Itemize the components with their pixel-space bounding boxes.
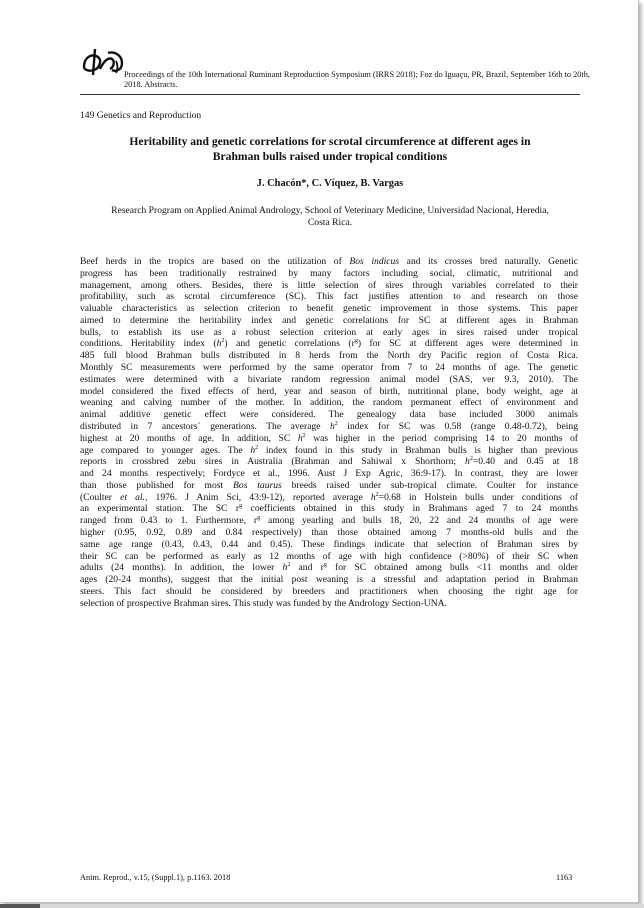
abstract-line: their SC can be performed as early as 12 months of age with high confidence (>80%) of their SC when xyxy=(80,550,578,562)
affiliation-line-2: Costa Rica. xyxy=(307,217,353,228)
abstract-line: estimates were determined with a bivariate random regression animal model (SAS, ver 9.3, 2010). The xyxy=(80,373,578,385)
footer-page-number: 1163 xyxy=(556,873,573,882)
abstract-line: age compared to younger ages. The $h^2$ index found in this study in Brahman bulls is higher than previous xyxy=(80,444,578,456)
title-line-1: Heritability and genetic correlations for scrotal circumference at different ages in xyxy=(129,135,531,148)
abstract-line: same age range (0.43, 0.43, 0.44 and 0.45). These findings indicate that selection of Brahman sires by xyxy=(80,538,578,550)
abstract-line: adults (24 months). In addition, the lower $h^2$ and $r^g$ for SC obtained among bulls <11 months and older xyxy=(80,562,578,574)
section-label xyxy=(80,110,201,121)
abstract-line: Beef herds in the tropics are based on the utilization of Bos indicus and its crosses bred naturally. Genetic xyxy=(80,256,578,267)
abstract-line: higher (0.95, 0.92, 0.89 and 0.84 respectively) than those obtained among 7 months-old bulls and the xyxy=(80,526,578,538)
page-bottom-strip xyxy=(0,904,644,908)
abstract-line: aimed to determine the heritability index and genetic correlations for SC at different ages in Brahman xyxy=(80,314,578,326)
abstract-line: 485 full blood Brahman bulls distributed in 8 herds from the North dry Pacific region of Costa Rica. xyxy=(80,350,578,362)
abstract-line: management, among others. Besides, there is little selection of sires through variables correlated to their xyxy=(80,279,578,291)
abstract-line: valuable characteristics as selection criterion to benefit genetic improvement in those systems. This paper xyxy=(80,303,578,315)
abstract-line: Monthly SC measurements were performed by the same operator from 7 to 24 months of age. The genetic xyxy=(80,362,578,374)
abstract-body xyxy=(80,256,578,609)
affiliation xyxy=(80,205,580,229)
authors: J. Chacón*, C. Víquez, B. Vargas xyxy=(256,178,404,189)
abstract-line: steers. This fact should be considered by breeders and practitioners when choosing the right age for xyxy=(80,585,578,597)
abstract-line: ranged from 0.43 to 1. Furthermore, $r^g$ among yearling and bulls 18, 20, 22 and 24 months of age were xyxy=(80,515,578,527)
abstract-line: (Coulter et al., 1976. J Anim Sci, 43:9-12), reported average $h^2=0.68$ in Holstein bulls under conditions of xyxy=(80,491,578,503)
abstract-line: an experimental station. The SC $r^g$ coefficients obtained in this study in Brahmans aged 7 to 24 months xyxy=(80,503,578,515)
abstract-line: model considered the fixed effects of herd, year and season of birth, nutritional plane, body weight, age at xyxy=(80,385,578,397)
abstract-line: progress has been traditionally restrained by many factors including social, climatic, nutritional and xyxy=(80,267,578,279)
abstract-line: weaning and calving number of the mother. In addition, the random permanent effect of environment and xyxy=(80,397,578,409)
header-divider xyxy=(80,94,580,95)
abstract-line: ages (20-24 months), suggest that the initial post weaning is a stressful and adaptation period in Brahman xyxy=(80,574,578,586)
abstract-line: animal additive genetic effect were considered. The genealogy data base included 3000 animals xyxy=(80,409,578,421)
abstract-line: than those published for most Bos taurus breeds raised under sub-tropical climate. Coulter for instance xyxy=(80,479,578,491)
abstract-line: selection of prospective Brahman sires. This study was funded by the Andrology Section-UNA. xyxy=(80,597,447,609)
section-number: 149 xyxy=(80,110,95,121)
abstract-line: bulls, to establish its use as a robust selection criterion at early ages in sires raised under tropical xyxy=(80,326,578,338)
sbra-logo-icon xyxy=(80,43,126,77)
abstract-line: and 24 months respectively; Fordyce et al., 1996. Aust J Exp Agric, 36:9-17). In contrast, they are lower xyxy=(80,468,578,480)
abstract-line: reports in crossbred zebu sires in Australia (Brahman and Sahiwal x Shorthorn; $h^2=0.40$ and 0.45 at 18 xyxy=(80,456,578,468)
title-line-2: Brahman bulls raised under tropical conditions xyxy=(212,150,448,163)
proceedings-header: Proceedings of the 10th International Ruminant Reproduction Symposium (IRRS 2018); Foz do Iguaçu, PR, Brazil, September 16th to 20th, 2018. Abstracts. xyxy=(124,70,590,89)
abstract-line: distributed in 7 ancestors´ generations. The average $h^2$ index for SC was 0.58 (range 0.48-0.72), being xyxy=(80,420,578,432)
abstract-line: conditions. Heritability index $(h^2)$ and genetic correlations $(r^g)$ for SC at different ages were determined in xyxy=(80,338,578,350)
footer-citation: Anim. Reprod., v.15, (Suppl.1), p.1163. 2018 xyxy=(80,873,231,882)
section-name: Genetics and Reproduction xyxy=(96,110,202,121)
abstract-line: profitability, such as scrotal circumference (SC). This fact justifies attention to and research on those xyxy=(80,291,578,303)
abstract-line: highest at 20 months of age. In addition, SC $h^2$ was higher in the period comprising 14 to 20 months of xyxy=(80,432,578,444)
affiliation-line-1: Research Program on Applied Animal Andrology, School of Veterinary Medicine, Universidad Nacional, Heredia, xyxy=(111,205,549,216)
article-title xyxy=(80,134,580,164)
